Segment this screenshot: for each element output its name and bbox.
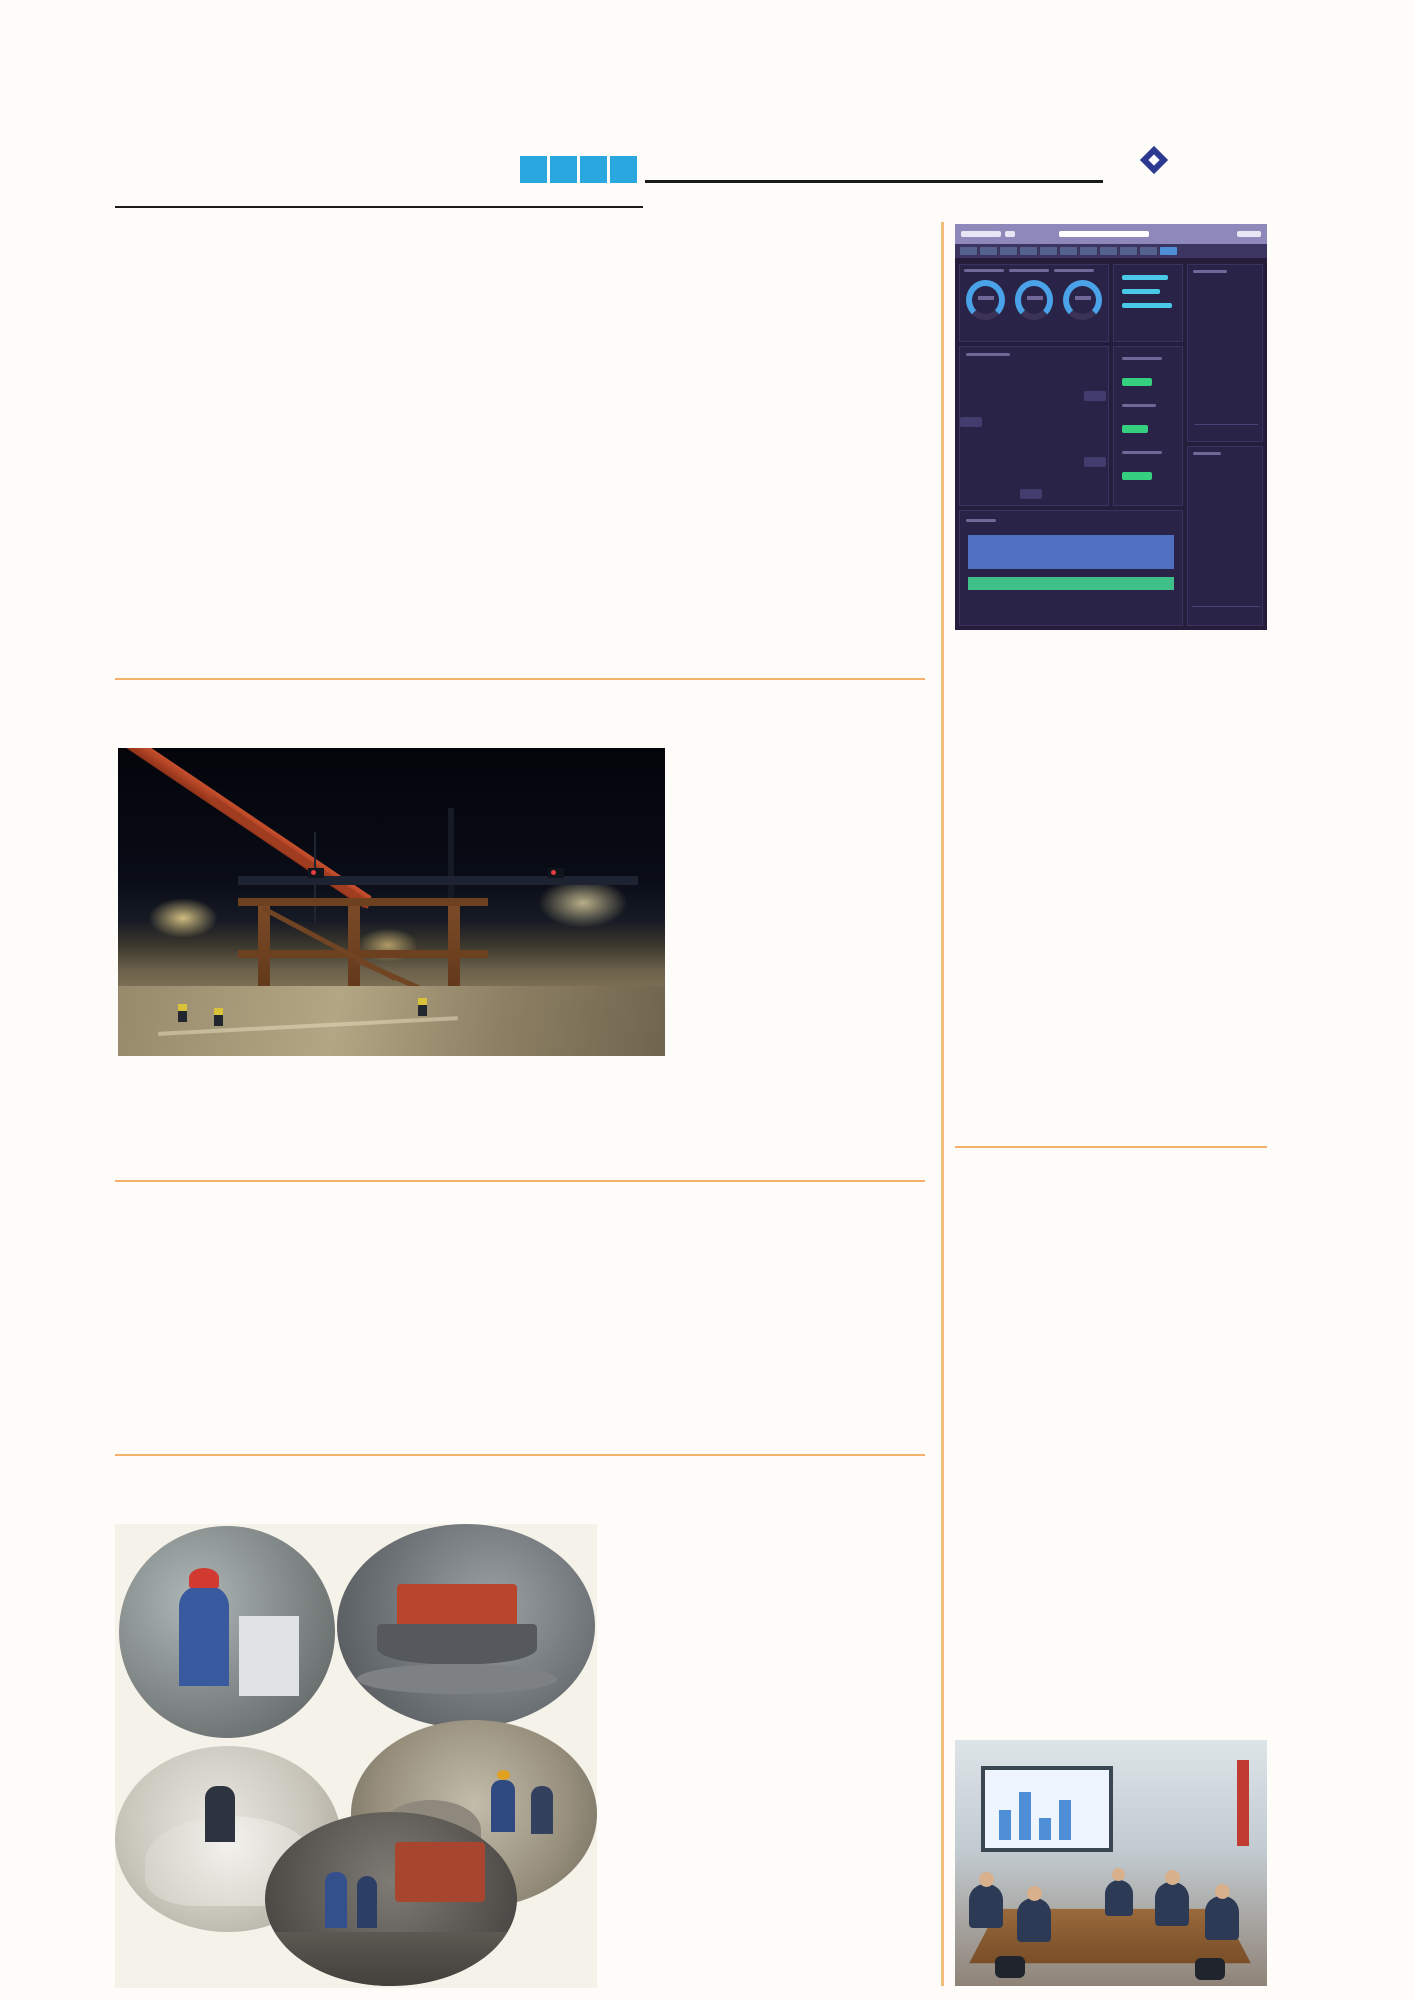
header-rule-left bbox=[115, 206, 643, 208]
attendee-figure bbox=[1105, 1880, 1133, 1916]
article-lianghua-body bbox=[955, 752, 1267, 1144]
green-bar-panel bbox=[1187, 264, 1263, 442]
section-char bbox=[610, 156, 637, 183]
chair bbox=[1195, 1958, 1225, 1980]
section-char bbox=[550, 156, 577, 183]
article-divider bbox=[115, 678, 925, 680]
header-rule-right bbox=[645, 180, 1103, 183]
signal-gantry bbox=[238, 876, 638, 885]
street-light-glow bbox=[148, 898, 218, 938]
article-chongci-col3 bbox=[659, 1192, 925, 1444]
gauge-ring bbox=[1063, 280, 1102, 320]
article-chongci-col1 bbox=[115, 1192, 365, 1444]
red-banner bbox=[1237, 1760, 1249, 1846]
article-divider bbox=[115, 1180, 925, 1182]
horizontal-bar-green bbox=[968, 577, 1174, 590]
photo-road-paving bbox=[265, 1812, 517, 1986]
sidebar-divider-line bbox=[941, 222, 944, 1986]
masthead bbox=[1138, 144, 1164, 170]
worker-figure bbox=[178, 1004, 187, 1022]
article-divider bbox=[955, 1146, 1267, 1148]
article-keji-body bbox=[115, 288, 925, 664]
kpi-panel bbox=[1113, 264, 1183, 342]
bridge-night-photo bbox=[118, 748, 665, 1056]
traffic-signal bbox=[308, 868, 324, 878]
projection-screen bbox=[981, 1766, 1113, 1852]
traffic-signal bbox=[548, 868, 564, 878]
baozhang-photo-collage bbox=[115, 1524, 597, 1988]
masthead-diamond-icon bbox=[1140, 146, 1168, 174]
article-bridge-right-column bbox=[675, 748, 925, 1172]
attendee-figure bbox=[969, 1884, 1003, 1928]
section-title bbox=[520, 156, 637, 183]
crane-boom-segment bbox=[210, 796, 372, 909]
gauge-ring bbox=[966, 280, 1005, 320]
street-light-glow bbox=[538, 878, 628, 928]
stat-panel bbox=[1113, 346, 1183, 506]
meeting-room-photo bbox=[955, 1740, 1267, 1986]
gauge-panel bbox=[959, 264, 1109, 342]
dashboard-titlebar bbox=[955, 224, 1267, 244]
chair bbox=[995, 1956, 1025, 1978]
photo-dump-truck bbox=[337, 1524, 595, 1728]
attendee-figure bbox=[1155, 1882, 1189, 1926]
article-bridge-bottom-text bbox=[115, 1066, 665, 1168]
grouped-bar-panel bbox=[1187, 446, 1263, 626]
worker-figure bbox=[418, 998, 427, 1016]
dashboard-body bbox=[955, 258, 1267, 630]
article-chongci-col2 bbox=[387, 1286, 645, 1444]
hbar-panel bbox=[959, 510, 1183, 626]
worker-figure bbox=[214, 1008, 223, 1026]
photo-workers-indoor bbox=[119, 1526, 335, 1738]
gauge-ring bbox=[1015, 280, 1054, 320]
article-divider bbox=[115, 1454, 925, 1456]
headline-wrap-spacer bbox=[659, 1192, 819, 1284]
section-char bbox=[580, 156, 607, 183]
bi-dashboard-screenshot bbox=[955, 224, 1267, 630]
attendee-figure bbox=[1017, 1898, 1051, 1942]
pie-panel bbox=[959, 346, 1109, 506]
dashboard-nav-tabs bbox=[955, 244, 1267, 258]
article-pinggu-body bbox=[955, 1252, 1267, 1734]
section-char bbox=[520, 156, 547, 183]
pie-chart bbox=[982, 375, 1090, 483]
horizontal-bar-blue bbox=[968, 535, 1174, 569]
attendee-figure bbox=[1205, 1896, 1239, 1940]
article-baozhang-body bbox=[610, 1524, 925, 1986]
article-chongci bbox=[115, 1192, 925, 1444]
